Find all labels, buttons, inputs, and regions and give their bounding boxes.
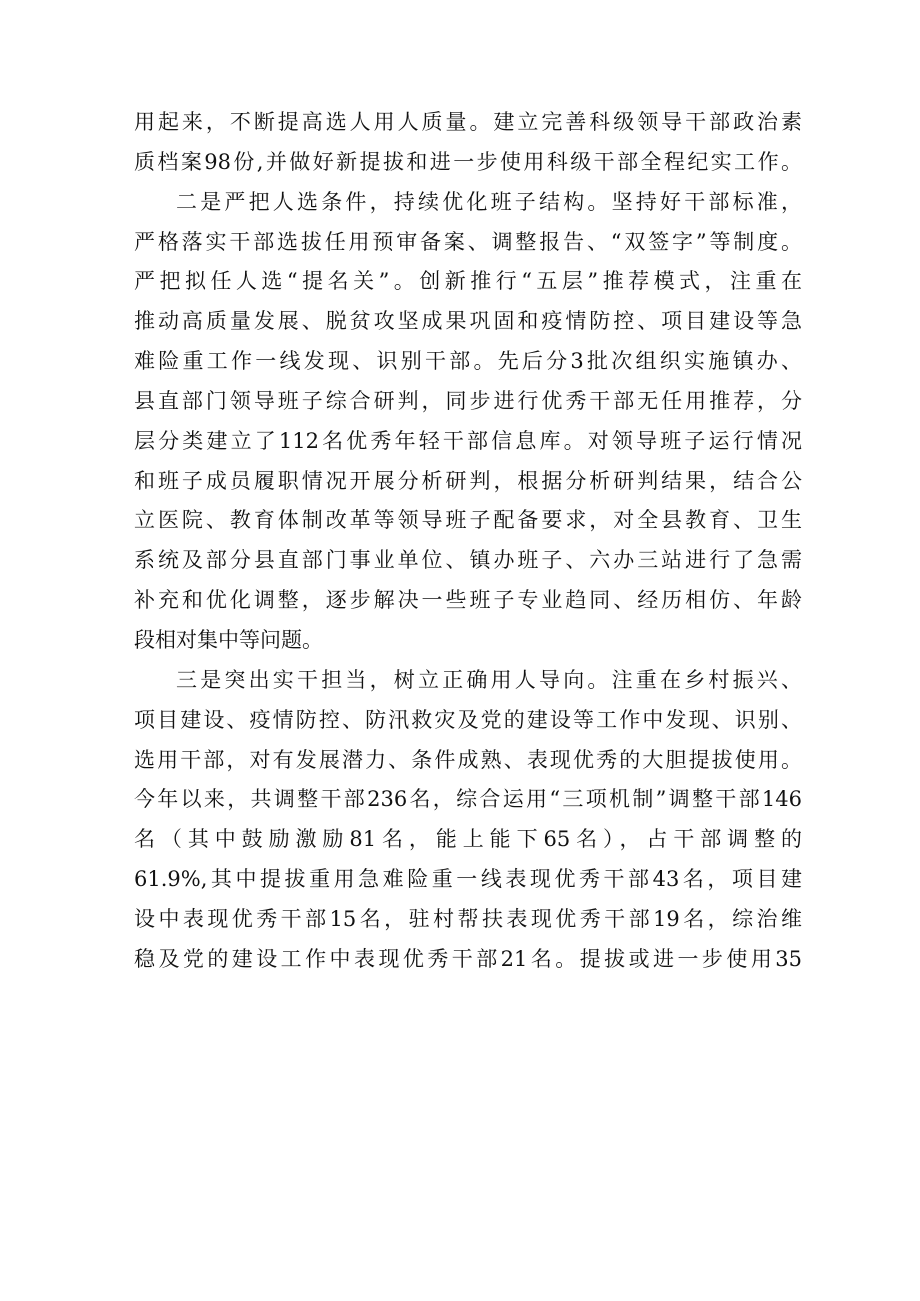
text-line: 县直部门领导班子综合研判，同步进行优秀干部无任用推荐，分	[134, 388, 802, 413]
text-line: 系统及部分县直部门事业单位、镇办班子、六办三站进行了急需	[134, 548, 802, 573]
text-line: 难险重工作一线发现、识别干部。先后分3批次组织实施镇办、	[134, 349, 802, 374]
text-line: 用起来，不断提高选人用人质量。建立完善科级领导干部政治素	[134, 110, 802, 134]
text-line: 今年以来，共调整干部236名，综合运用“三项机制”调整干部146	[134, 787, 802, 812]
paragraph-start-line: 二是严把人选条件，持续优化班子结构。坚持好干部标准，	[176, 189, 802, 214]
text-line: 项目建设、疫情防控、防汛救灾及党的建设等工作中发现、识别、	[134, 707, 802, 732]
text-line: 和班子成员履职情况开展分析研判，根据分析研判结果，结合公	[134, 468, 802, 493]
text-line: 严格落实干部选拔任用预审备案、调整报告、“双签字”等制度。	[134, 229, 802, 254]
paragraph-start-line: 三是突出实干担当，树立正确用人导向。注重在乡村振兴、	[176, 667, 802, 692]
text-line: 推动高质量发展、脱贫攻坚成果巩固和疫情防控、项目建设等急	[134, 309, 802, 334]
paragraph-end-line: 段相对集中等问题。	[134, 627, 323, 652]
text-line: 层分类建立了112名优秀年轻干部信息库。对领导班子运行情况	[134, 428, 802, 453]
text-line: 严把拟任人选“提名关”。创新推行“五层”推荐模式，注重在	[134, 269, 802, 294]
text-line: 设中表现优秀干部15名，驻村帮扶表现优秀干部19名，综治维	[134, 906, 802, 931]
text-line: 名（其中鼓励激励81名，能上能下65名），占干部调整的	[134, 827, 802, 852]
text-line: 补充和优化调整，逐步解决一些班子专业趋同、经历相仿、年龄	[134, 588, 802, 613]
text-line: 质档案98份,并做好新提拔和进一步使用科级干部全程纪实工作。	[134, 149, 802, 174]
body-text	[134, 103, 802, 980]
text-line: 立医院、教育体制改革等领导班子配备要求，对全县教育、卫生	[134, 508, 802, 533]
text-line: 选用干部，对有发展潜力、条件成熟、表现优秀的大胆提拔使用。	[134, 747, 802, 772]
text-line: 61.9%,其中提拔重用急难险重一线表现优秀干部43名，项目建	[134, 867, 802, 892]
text-line: 稳及党的建设工作中表现优秀干部21名。提拔或进一步使用35	[134, 946, 802, 971]
